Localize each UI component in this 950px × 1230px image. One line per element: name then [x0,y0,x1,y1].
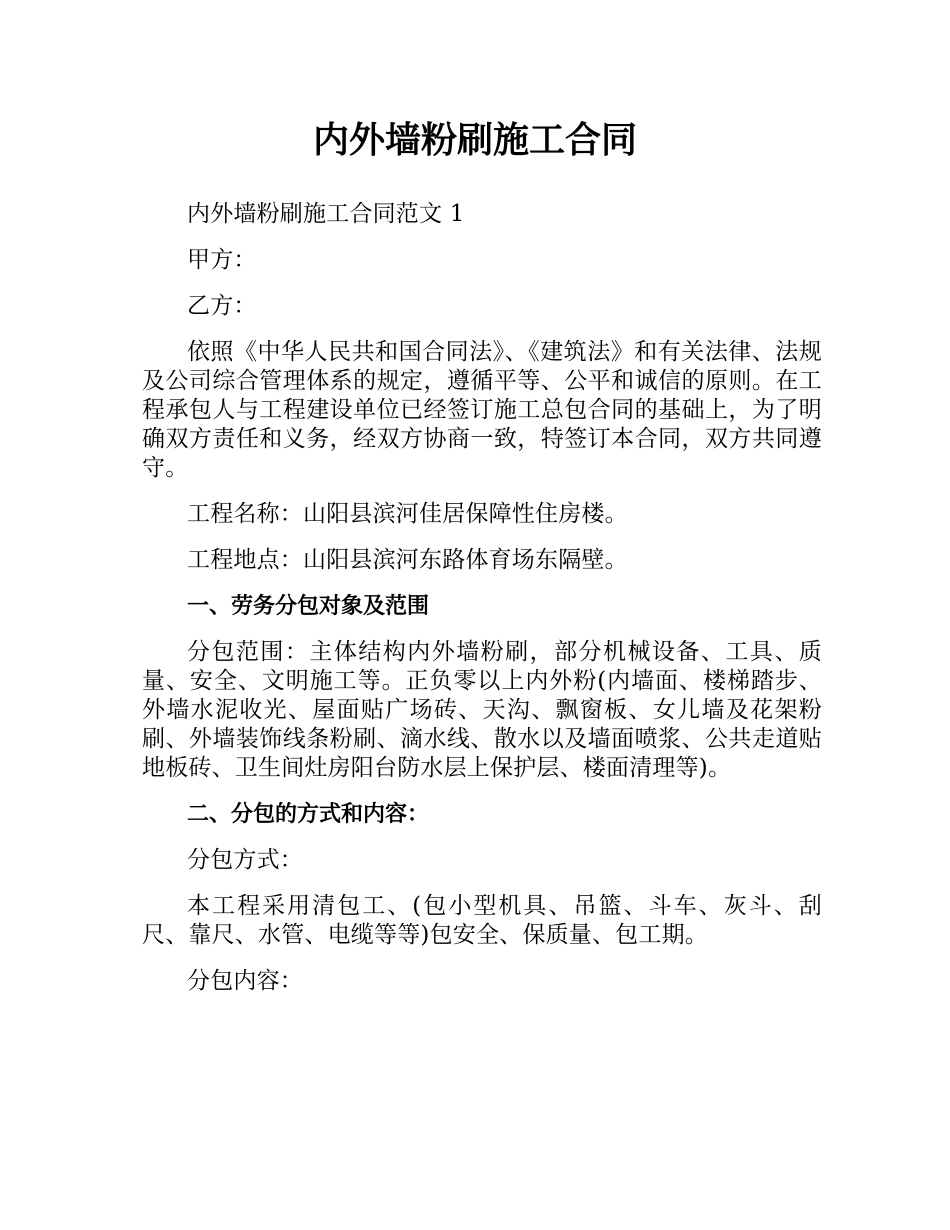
paragraph-party-a: 甲方： [187,247,257,273]
paragraph-content-label: 分包内容： [187,968,303,994]
document-body [142,200,822,1013]
paragraph-method-label: 分包方式： [187,847,303,873]
paragraph-template-name: 内外墙粉刷施工合同范文 1 [187,201,465,227]
paragraph-project-name: 工程名称：山阳县滨河佳居保障性住房楼。 [187,501,628,527]
paragraph-preamble: 依照《中华人民共和国合同法》、《建筑法》和有关法律、法规及公司综合管理体系的规定，遵循平等、公平和诚信的原则。在工程承包人与工程建设单位已经签订施工总包合同的基础上，为了明确双方责任和义务，经双方协商一致，特签订本合同，双方共同遵守。 [142,339,822,481]
section-heading-method: 二、分包的方式和内容： [187,802,430,827]
paragraph-method: 本工程采用清包工、(包小型机具、吊篮、斗车、灰斗、刮尺、靠尺、水管、电缆等等)包安全、保质量、包工期。 [142,893,822,948]
paragraph-scope: 分包范围：主体结构内外墙粉刷，部分机械设备、工具、质量、安全、文明施工等。正负零以上内外粉(内墙面、楼梯踏步、外墙水泥收光、屋面贴广场砖、天沟、飘窗板、女儿墙及花架粉刷、外墙装饰线条粉刷、滴水线、散水以及墙面喷浆、公共走道贴地板砖、卫生间灶房阳台防水层上保护层、楼面清理等)。 [142,639,822,781]
document-title: 内外墙粉刷施工合同 [312,120,637,161]
paragraph-project-location: 工程地点：山阳县滨河东路体育场东隔壁。 [187,547,628,573]
paragraph-party-b: 乙方： [187,293,257,319]
section-heading-scope: 一、劳务分包对象及范围 [187,594,430,619]
